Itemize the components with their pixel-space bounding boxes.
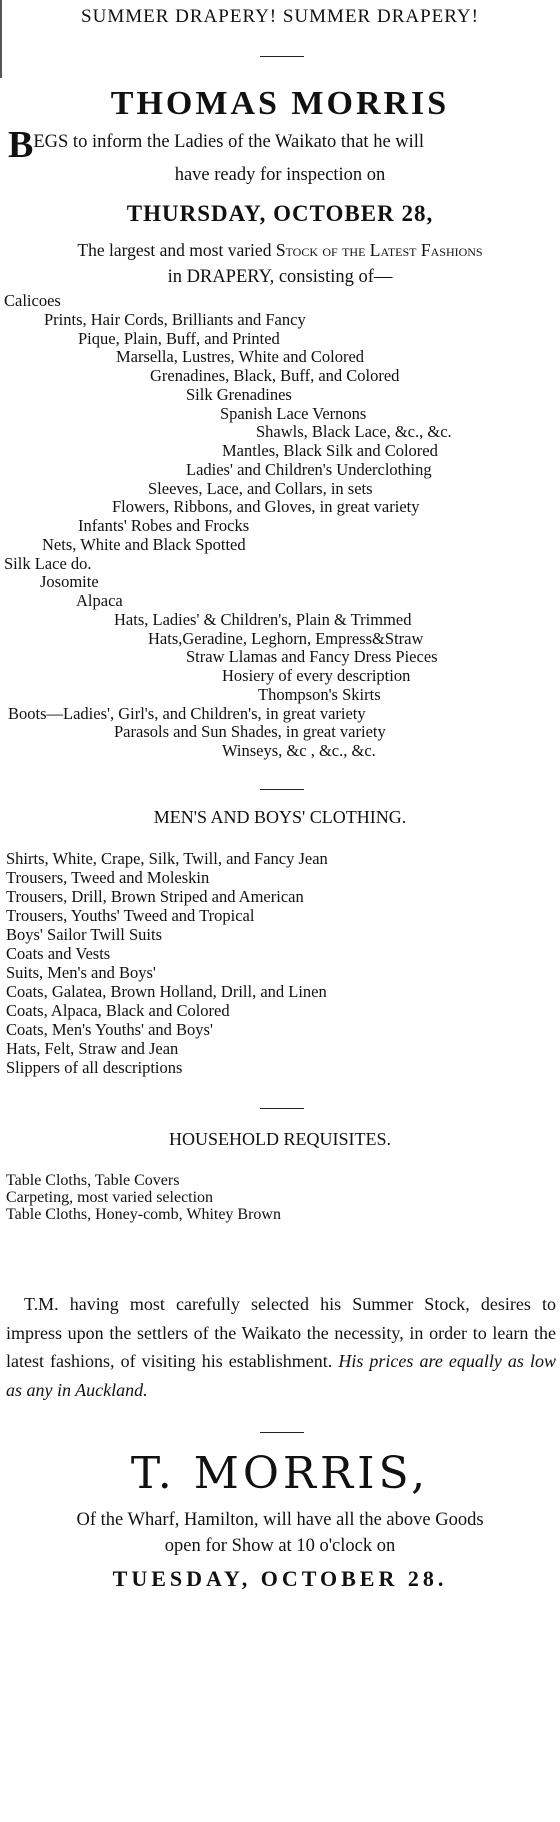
list-item: Straw Llamas and Fancy Dress Pieces [186,647,438,667]
list-item: Winseys, &c , &c., &c. [222,741,376,760]
list-item: Trousers, Tweed and Moleskin [6,868,210,887]
divider-rule [260,56,304,57]
opening-date: THURSDAY, OCTOBER 28, [126,201,434,226]
list-item: Silk Lace do. [4,553,92,573]
list-item: Silk Grenadines [186,384,292,404]
list-item: Nets, White and Black Spotted [42,534,246,554]
closing-paragraph [6,1290,556,1404]
list-item: Table Cloths, Honey-comb, Whitey Brown [6,1206,281,1223]
list-item: Coats, Men's Youths' and Boys' [6,1020,213,1039]
list-item: Hosiery of every description [222,666,411,685]
divider-rule [260,1108,304,1109]
list-item: Trousers, Youths' Tweed and Tropical [6,906,255,925]
list-item: Josomite [40,572,99,592]
list-item: Coats, Alpaca, Black and Colored [6,1001,230,1020]
list-item: Sleeves, Lace, and Collars, in sets [148,478,373,498]
signature: T. MORRIS, [130,1448,430,1499]
list-item: Hats, Ladies' & Children's, Plain & Trimmed [114,609,412,629]
stock-text: The largest and most varied [77,240,276,260]
list-item: Infants' Robes and Frocks [78,516,250,535]
list-item: Boots—Ladies', Girl's, and Children's, in great variety [8,703,366,723]
list-item: Table Cloths, Table Covers [6,1172,180,1189]
list-item: Slippers of all descriptions [6,1058,183,1077]
show-date: TUESDAY, OCTOBER 28. [112,1566,448,1591]
mens-heading: MEN'S AND BOYS' CLOTHING. [153,807,407,827]
divider-rule [260,1432,304,1433]
list-item: Coats, Galatea, Brown Holland, Drill, and Linen [6,982,327,1001]
list-item: Thompson's Skirts [258,684,381,704]
list-item: Marsella, Lustres, White and Colored [116,347,365,367]
list-item: Calicoes [4,291,61,310]
list-item: Shirts, White, Crape, Silk, Twill, and Fancy Jean [6,849,328,868]
closing-italic-text: His prices are equally as low as any in Auckland. [6,1351,556,1400]
address-line-2: open for Show at 10 o'clock on [164,1536,396,1556]
list-item: Pique, Plain, Buff, and Printed [78,328,280,348]
intro-line-1 [8,124,560,166]
list-item: Spanish Lace Vernons [220,403,367,423]
header-banner: SUMMER DRAPERY! SUMMER DRAPERY! [81,6,479,27]
intro-text-1: EGS to inform the Ladies of the Waikato that he will [33,132,425,152]
list-item: Coats and Vests [6,944,111,963]
list-item: Carpeting, most varied selection [6,1189,214,1206]
list-item: Hats, Felt, Straw and Jean [6,1039,179,1058]
list-item: Prints, Hair Cords, Brilliants and Fancy [44,309,306,329]
list-item: Parasols and Sun Shades, in great variety [114,722,386,742]
stock-line-2: in DRAPERY, consisting of— [167,267,393,287]
merchant-name: THOMAS MORRIS [110,85,450,122]
intro-line-2: have ready for inspection on [174,165,386,185]
address-line-1: Of the Wharf, Hamilton, will have all the above Goods [76,1510,484,1530]
list-item: Alpaca [76,591,123,610]
list-item: Shawls, Black Lace, &c., &c. [256,422,452,442]
closing-text: T.M. having most carefully selected his Summer Stock, desires to impress upon the settlers of the Waikato the necessity, in order to learn the latest fashions, of visiting his establishment. [6,1294,556,1371]
list-item: Hats,Geradine, Leghorn, Empress&Straw [148,628,424,648]
stock-line-1 [0,239,560,261]
list-item: Flowers, Ribbons, and Gloves, in great variety [112,497,420,517]
drop-cap: B [8,124,34,166]
list-item: Mantles, Black Silk and Colored [222,441,438,460]
household-heading: HOUSEHOLD REQUISITES. [169,1129,391,1149]
list-item: Ladies' and Children's Underclothing [186,459,432,479]
list-item: Boys' Sailor Twill Suits [6,925,163,944]
divider-rule [260,789,304,790]
list-item: Grenadines, Black, Buff, and Colored [150,366,400,385]
list-item: Suits, Men's and Boys' [6,963,156,982]
stock-smallcaps-text: Stock of the Latest Fashions [275,240,483,260]
list-item: Trousers, Drill, Brown Striped and American [6,887,304,906]
